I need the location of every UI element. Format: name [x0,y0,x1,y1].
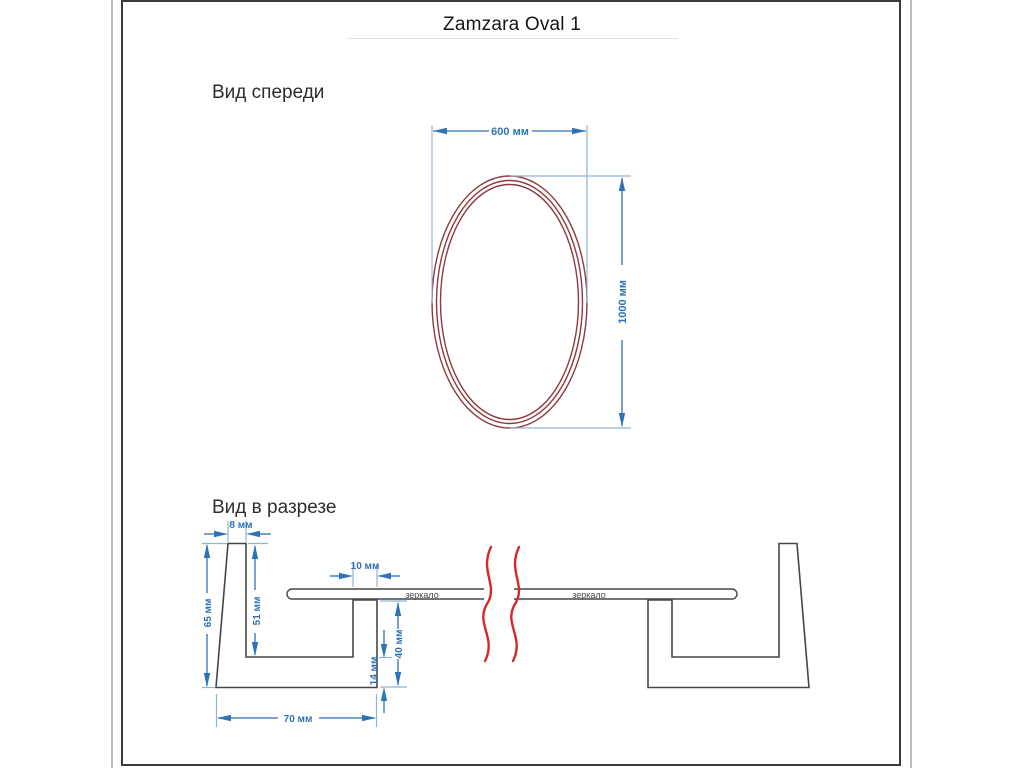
dimension-top-cap [204,520,271,542]
break-wave-right [511,547,519,661]
front-view-heading: Вид спереди [212,82,325,103]
foot-height-label: 14 мм [369,656,380,686]
dimension-width [432,125,587,303]
page-title: Zamzara Oval 1 [443,14,581,35]
rib-width-label: 10 мм [350,561,380,572]
front-view-drawing [432,125,631,428]
section-view-drawing [202,520,809,727]
break-wave-left [483,547,491,661]
width-label: 600 мм [491,126,529,138]
mirror-label-left: зеркало [405,590,439,600]
foot-width-label: 70 мм [283,714,313,725]
mirror-label-right: зеркало [572,590,606,600]
oval-mirror-outline-middle [437,181,583,424]
oval-mirror-outline-inner [441,185,579,420]
dimension-inner-height [248,544,268,657]
top-cap-label: 8 мм [229,520,253,531]
height-label: 1000 мм [617,280,629,324]
outer-height-label: 65 мм [203,598,214,628]
under-mirror-label: 40 мм [394,629,405,659]
dimension-height [510,176,631,428]
inner-height-label: 51 мм [252,596,263,626]
oval-mirror-outline-outer [432,176,587,428]
section-view-heading: Вид в разрезе [212,497,337,518]
dimension-rib-width [330,561,400,587]
dimension-foot-width [217,694,377,727]
frame-profile-right [648,544,809,688]
